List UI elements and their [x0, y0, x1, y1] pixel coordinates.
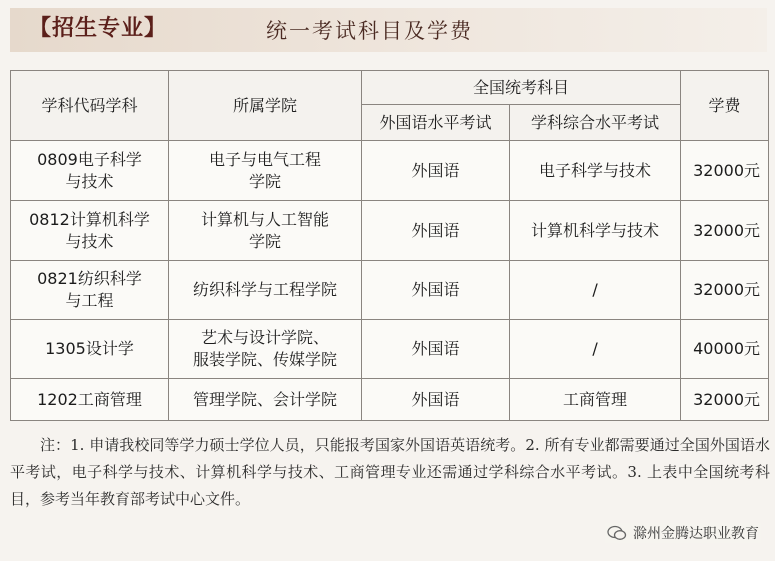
cell-college — [169, 141, 362, 201]
section-tag: 【招生专业】 — [29, 16, 168, 41]
header-college: 所属学院 — [169, 71, 362, 141]
cell-comp-exam: 电子科学与技术 — [510, 141, 681, 201]
cell-college-line: 管理学院、会计学院 — [192, 389, 337, 409]
table-row — [11, 379, 769, 421]
cell-college-line: 学院 — [248, 231, 281, 251]
tuition-table — [10, 70, 769, 421]
cell-fee: 40000元 — [681, 320, 769, 379]
cell-college-line: 学院 — [248, 171, 281, 191]
cell-code-line: 0821纺织科学 — [37, 269, 142, 288]
cell-college-line: 艺术与设计学院、 — [200, 328, 329, 347]
header-exam-group: 全国统考科目 — [362, 71, 681, 105]
cell-comp-exam: 计算机科学与技术 — [510, 201, 681, 261]
watermark-text: 滁州金腾达职业教育 — [633, 526, 759, 542]
table-body — [11, 141, 769, 421]
header-fee: 学费 — [681, 71, 769, 141]
cell-code-line: 与工程 — [65, 291, 114, 310]
cell-code-line: 与技术 — [65, 171, 114, 191]
cell-code — [11, 261, 169, 320]
cell-code — [11, 379, 169, 421]
cell-college-line: 服装学院、传媒学院 — [192, 350, 337, 369]
cell-lang-exam: 外国语 — [362, 201, 510, 261]
cell-college-line: 计算机与人工智能 — [200, 209, 329, 229]
cell-lang-exam: 外国语 — [362, 261, 510, 320]
cell-code-line: 与技术 — [65, 231, 114, 251]
cell-code — [11, 320, 169, 379]
cell-comp-exam: / — [510, 320, 681, 379]
cell-lang-exam: 外国语 — [362, 141, 510, 201]
cell-college — [169, 201, 362, 261]
table-row — [11, 201, 769, 261]
cell-fee: 32000元 — [681, 201, 769, 261]
table-row — [11, 261, 769, 320]
cell-fee: 32000元 — [681, 379, 769, 421]
cell-college — [169, 379, 362, 421]
cell-code-line: 1202工商管理 — [37, 389, 142, 409]
cell-code — [11, 201, 169, 261]
cell-code-line: 1305设计学 — [45, 339, 134, 358]
cell-code — [11, 141, 169, 201]
cell-code-line: 0809电子科学 — [37, 149, 142, 169]
header-comp-exam: 学科综合水平考试 — [510, 105, 681, 141]
cell-comp-exam: 工商管理 — [510, 379, 681, 421]
table-row — [11, 141, 769, 201]
header-lang-exam: 外国语水平考试 — [362, 105, 510, 141]
wechat-icon — [607, 525, 627, 541]
cell-fee: 32000元 — [681, 261, 769, 320]
cell-college-line: 电子与电气工程 — [208, 149, 321, 169]
cell-lang-exam: 外国语 — [362, 379, 510, 421]
footnote: 注：1. 申请我校同等学力硕士学位人员，只能报考国家外国语英语统考。2. 所有专业都需要通过全国外国语水平考试，电子科学与技术、计算机科学与技术、工商管理专业还需通过学科综合水平考试。3. 上表中全国统考科目，参考当年教育部考试中心文件。 — [10, 436, 770, 508]
cell-college — [169, 261, 362, 320]
watermark — [605, 523, 761, 543]
cell-college — [169, 320, 362, 379]
header-code: 学科代码学科 — [11, 71, 169, 141]
cell-college-line: 纺织科学与工程学院 — [192, 280, 337, 299]
section-subtitle: 统一考试科目及学费 — [266, 19, 473, 43]
cell-fee: 32000元 — [681, 141, 769, 201]
cell-lang-exam: 外国语 — [362, 320, 510, 379]
cell-code-line: 0812计算机科学 — [29, 209, 150, 229]
table-row — [11, 320, 769, 379]
cell-comp-exam: / — [510, 261, 681, 320]
